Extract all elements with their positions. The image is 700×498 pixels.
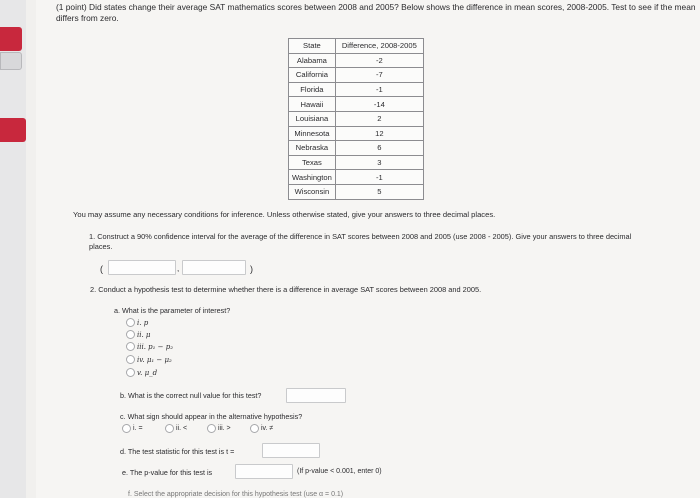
test-statistic-input[interactable] bbox=[262, 443, 320, 458]
table-row bbox=[289, 53, 424, 68]
option-label: ii. < bbox=[176, 425, 188, 432]
option-label: iv. ≠ bbox=[261, 425, 274, 432]
option-label: iii. > bbox=[218, 425, 231, 432]
sign-option-not-equal[interactable] bbox=[250, 424, 273, 433]
question-intro: (1 point) Did states change their average SAT mathematics scores between 2008 and 2005? Below shows the difference in mean scores, 2008-2005. Test to see if the mean differs from zero. bbox=[56, 2, 696, 23]
sat-difference-table bbox=[288, 38, 424, 200]
diff-cell: -1 bbox=[335, 170, 423, 185]
ci-upper-input[interactable] bbox=[182, 260, 246, 275]
option-label: i. p bbox=[137, 318, 149, 327]
state-cell: Florida bbox=[289, 82, 336, 97]
radio-icon[interactable] bbox=[126, 318, 135, 327]
part2-prompt: 2. Conduct a hypothesis test to determine whether there is a difference in average SAT scores between 2008 and 2005. bbox=[90, 285, 482, 294]
state-cell: Washington bbox=[289, 170, 336, 185]
radio-icon[interactable] bbox=[126, 330, 135, 339]
sidebar-tab[interactable] bbox=[0, 52, 22, 70]
state-cell: Nebraska bbox=[289, 141, 336, 156]
radio-icon[interactable] bbox=[250, 424, 259, 433]
interval-close-paren: ) bbox=[250, 264, 253, 274]
radio-icon[interactable] bbox=[122, 424, 131, 433]
radio-icon[interactable] bbox=[165, 424, 174, 433]
diff-cell: 6 bbox=[335, 141, 423, 156]
option-label: iv. μ₁ − μ₂ bbox=[137, 355, 172, 364]
ci-lower-input[interactable] bbox=[108, 260, 176, 275]
radio-icon[interactable] bbox=[126, 342, 135, 351]
table-header-state: State bbox=[289, 39, 336, 54]
parameter-option-mu-diff[interactable] bbox=[126, 355, 172, 364]
p-value-input[interactable] bbox=[235, 464, 293, 479]
interval-open-paren: ( bbox=[100, 264, 103, 274]
radio-icon[interactable] bbox=[126, 368, 135, 377]
state-cell: Hawaii bbox=[289, 97, 336, 112]
sign-option-greater[interactable] bbox=[207, 424, 231, 433]
diff-cell: -2 bbox=[335, 53, 423, 68]
interval-comma: , bbox=[177, 264, 180, 273]
diff-cell: 3 bbox=[335, 155, 423, 170]
part2f-prompt: f. Select the appropriate decision for this hypothesis test (use α = 0.1) bbox=[128, 491, 344, 498]
state-cell: Minnesota bbox=[289, 126, 336, 141]
sidebar-tab-active[interactable] bbox=[0, 27, 22, 51]
table-row bbox=[289, 155, 424, 170]
p-value-hint: (If p-value < 0.001, enter 0) bbox=[297, 468, 382, 475]
option-label: i. = bbox=[133, 425, 143, 432]
option-label: v. μ_d bbox=[137, 368, 158, 377]
part2c-prompt: c. What sign should appear in the alternative hypothesis? bbox=[120, 412, 303, 421]
null-value-input[interactable] bbox=[286, 388, 346, 403]
table-row bbox=[289, 141, 424, 156]
option-label: ii. μ bbox=[137, 330, 151, 339]
radio-icon[interactable] bbox=[126, 355, 135, 364]
table-row bbox=[289, 170, 424, 185]
assumptions-note: You may assume any necessary conditions for inference. Unless otherwise stated, give your answers to three decimal places. bbox=[73, 210, 496, 219]
parameter-option-p[interactable] bbox=[126, 318, 148, 327]
sidebar-strip bbox=[0, 0, 26, 498]
part2b-prompt: b. What is the correct null value for this test? bbox=[120, 391, 262, 400]
table-header-difference: Difference, 2008-2005 bbox=[335, 39, 423, 54]
state-cell: Wisconsin bbox=[289, 184, 336, 199]
diff-cell: 2 bbox=[335, 111, 423, 126]
part1-prompt: 1. Construct a 90% confidence interval for the average of the difference in SAT scores between 2008 and 2005 (use 2008 - 2005). Give your answers to three decimal places. bbox=[89, 232, 632, 251]
diff-cell: -7 bbox=[335, 68, 423, 83]
state-cell: California bbox=[289, 68, 336, 83]
option-label: iii. p₁ − p₂ bbox=[137, 342, 174, 351]
table-row bbox=[289, 111, 424, 126]
diff-cell: 5 bbox=[335, 184, 423, 199]
table-row bbox=[289, 82, 424, 97]
sign-option-equal[interactable] bbox=[122, 424, 143, 433]
diff-cell: 12 bbox=[335, 126, 423, 141]
radio-icon[interactable] bbox=[207, 424, 216, 433]
table-row bbox=[289, 97, 424, 112]
parameter-option-p-diff[interactable] bbox=[126, 342, 173, 351]
state-cell: Texas bbox=[289, 155, 336, 170]
diff-cell: -14 bbox=[335, 97, 423, 112]
sign-option-less[interactable] bbox=[165, 424, 187, 433]
table-row bbox=[289, 184, 424, 199]
table-row bbox=[289, 126, 424, 141]
parameter-option-mu[interactable] bbox=[126, 330, 150, 339]
table-row bbox=[289, 68, 424, 83]
parameter-option-mu-d[interactable] bbox=[126, 368, 157, 377]
state-cell: Louisiana bbox=[289, 111, 336, 126]
diff-cell: -1 bbox=[335, 82, 423, 97]
part2d-prompt: d. The test statistic for this test is t = bbox=[120, 447, 235, 456]
sidebar-tab-marker[interactable] bbox=[0, 118, 26, 142]
part2a-prompt: a. What is the parameter of interest? bbox=[114, 306, 231, 315]
state-cell: Alabama bbox=[289, 53, 336, 68]
part2e-prompt: e. The p-value for this test is bbox=[122, 468, 213, 477]
